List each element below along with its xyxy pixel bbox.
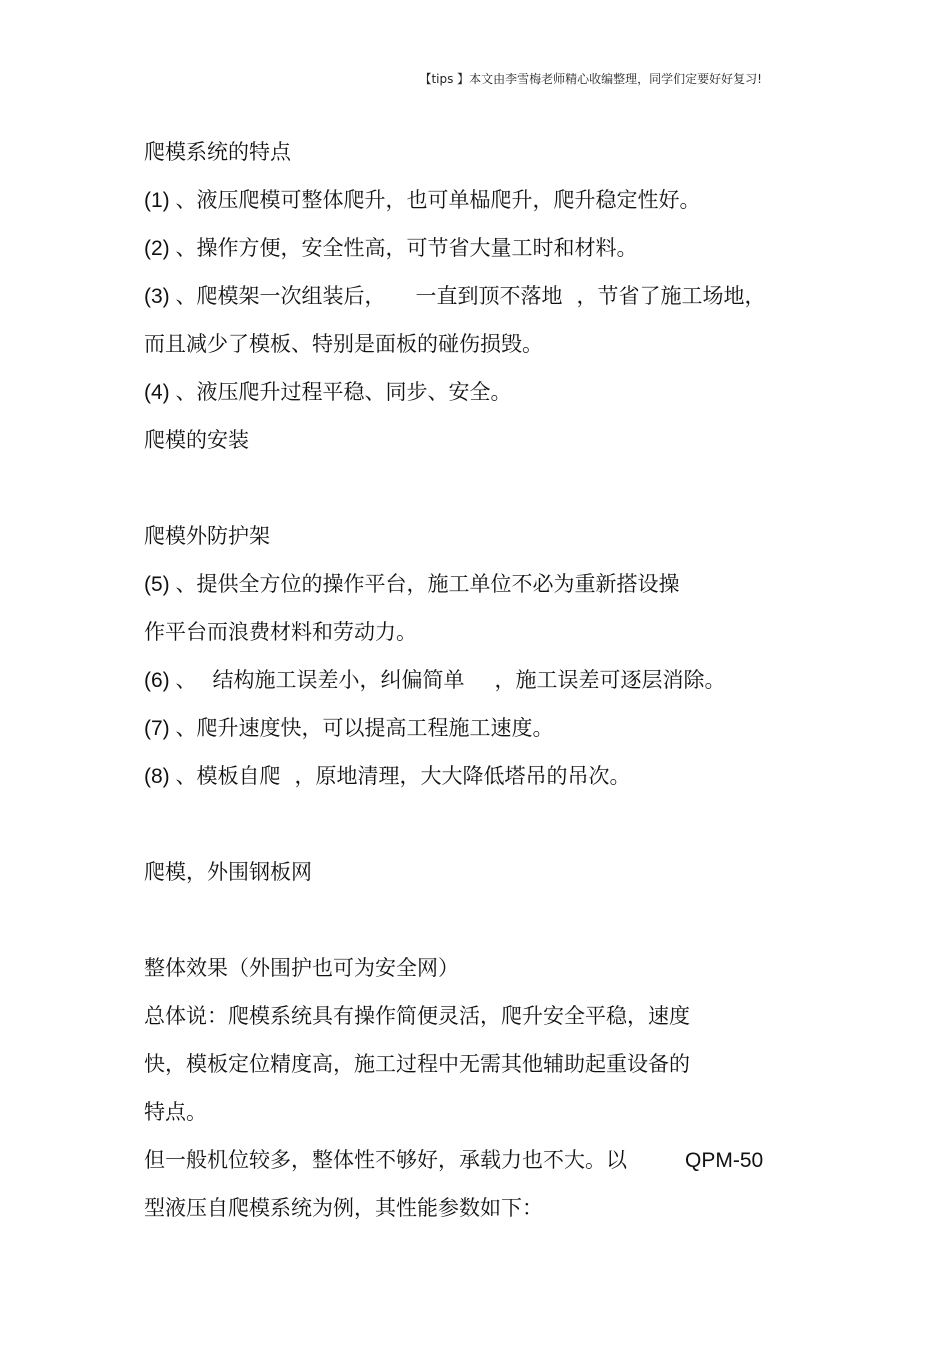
item-number: (7) 、 xyxy=(144,717,197,740)
item-number: (3) 、 xyxy=(144,285,197,308)
document-body xyxy=(144,128,844,1232)
list-item-4 xyxy=(144,368,844,416)
item-text-a: 爬模架一次组装后， xyxy=(196,284,386,308)
item-text-a: 结构施工误差小，纠偏简单 xyxy=(212,668,465,692)
item-number: (4) 、 xyxy=(144,381,197,404)
list-item-3 xyxy=(144,272,844,320)
section-title-installation: 爬模的安装 xyxy=(144,428,249,452)
section-title-steel-mesh: 爬模，外围钢板网 xyxy=(144,860,312,884)
item-text: 液压爬模可整体爬升，也可单榀爬升，爬升稳定性好。 xyxy=(196,188,701,212)
item-text: 爬升速度快，可以提高工程施工速度。 xyxy=(196,716,554,740)
list-item-2 xyxy=(144,224,844,272)
item-text: 提供全方位的操作平台，施工单位不必为重新搭设操 xyxy=(196,572,680,596)
item-text: 液压爬升过程平稳、同步、安全。 xyxy=(196,380,512,404)
model-number: QPM-50 xyxy=(685,1149,764,1172)
item-text-b: ，原地清理，大大降低塔吊的吊次。 xyxy=(294,764,631,788)
list-item-6 xyxy=(144,656,844,704)
summary-line-3: 特点。 xyxy=(144,1100,207,1124)
section-title-protection-frame: 爬模外防护架 xyxy=(144,524,270,548)
image-gap xyxy=(144,464,844,512)
item-text-b: ，施工误差可逐层消除。 xyxy=(494,668,726,692)
item-number: (6) 、 xyxy=(144,669,197,692)
section-title-features: 爬模系统的特点 xyxy=(144,140,291,164)
item-number: (2) 、 xyxy=(144,237,197,260)
list-item-1 xyxy=(144,176,844,224)
section-title-overall-effect: 整体效果（外围护也可为安全网） xyxy=(144,956,459,980)
item-text-b: 一直到顶不落地 xyxy=(415,284,563,308)
item-number: (5) 、 xyxy=(144,573,197,596)
item-text-c: ，节省了施工场地， xyxy=(576,284,766,308)
image-gap xyxy=(144,896,844,944)
summary-line-2: 快，模板定位精度高，施工过程中无需其他辅助起重设备的 xyxy=(144,1052,690,1076)
item-number: (8) 、 xyxy=(144,765,197,788)
summary-line-1: 总体说：爬模系统具有操作简便灵活，爬升安全平稳，速度 xyxy=(144,1004,690,1028)
closing-line-2: 型液压自爬模系统为例，其性能参数如下： xyxy=(144,1196,543,1220)
list-item-5-continuation: 作平台而浪费材料和劳动力。 xyxy=(144,620,417,644)
image-gap xyxy=(144,800,844,848)
closing-text: 但一般机位较多，整体性不够好，承载力也不大。以 xyxy=(144,1148,627,1172)
item-text: 操作方便，安全性高，可节省大量工时和材料。 xyxy=(196,236,638,260)
closing-line-1 xyxy=(144,1136,844,1184)
item-text-a: 模板自爬 xyxy=(196,764,281,788)
list-item-8 xyxy=(144,752,844,800)
item-number: (1) 、 xyxy=(144,189,197,212)
header-note: 【tips 】本文由李雪梅老师精心收编整理，同学们定要好好复习! xyxy=(419,72,762,86)
list-item-7 xyxy=(144,704,844,752)
list-item-3-continuation: 而且减少了模板、特别是面板的碰伤损毁。 xyxy=(144,332,543,356)
list-item-5 xyxy=(144,560,844,608)
